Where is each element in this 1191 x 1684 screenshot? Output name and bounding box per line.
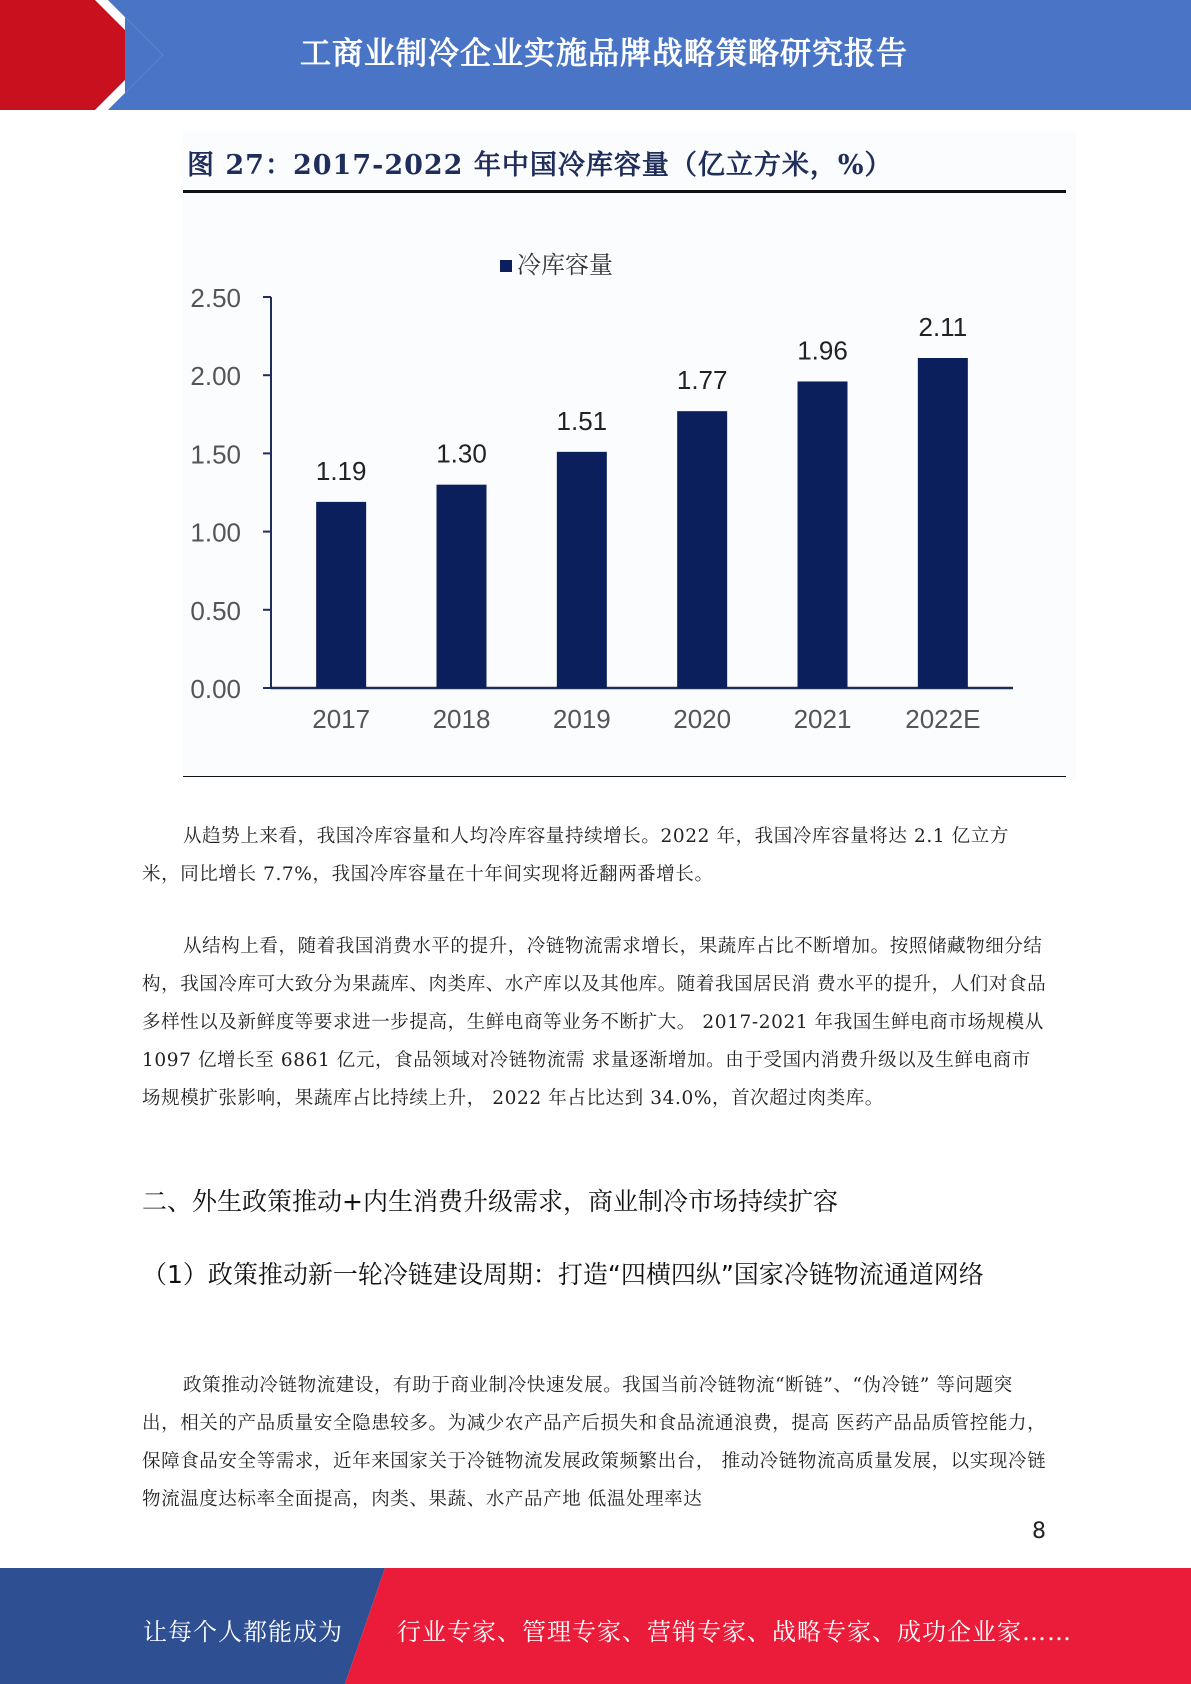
paragraph-structure: 从结构上看，随着我国消费水平的提升，冷链物流需求增长，果蔬库占比不断增加。按照储藏物细分结构，我国冷库可大致分为果蔬库、肉类库、水产库以及其他库。随着我国居民消 费水平的提升，人们对食品多样性以及新鲜度等要求进一步提高，生鲜电商等业务不断扩大。 2017-2021 年我国生鲜电商市场规模从 1097 亿增长至 6861 亿元，食品领域对冷链物流需 求量逐渐增加。由于受国内消费升级以及生鲜电商市场规模扩张影响，果蔬库占比持续上升， 2022 年占比达到 34.0%，首次超过肉类库。 — [142, 936, 1047, 1109]
x-tick-label: 2020 — [673, 704, 732, 734]
x-tick-label: 2019 — [552, 704, 611, 734]
y-tick-label: 1.00 — [190, 517, 241, 548]
y-tick-label: 2.50 — [190, 283, 241, 313]
data-label: 1.19 — [315, 455, 367, 486]
legend-swatch — [500, 260, 512, 272]
figure-title: 图 27：2017-2022 年中国冷库容量（亿立方米，%） — [187, 150, 893, 181]
report-title: 工商业制冷企业实施品牌战略策略研究报告 — [300, 36, 908, 72]
x-tick-label: 2022E — [905, 704, 981, 734]
y-tick-label: 1.50 — [190, 439, 241, 470]
figure-27 — [183, 130, 1076, 780]
data-label: 2.11 — [918, 311, 968, 342]
legend-label: 冷库容量 — [517, 251, 613, 279]
bar — [918, 358, 968, 688]
header-banner — [0, 0, 1191, 110]
data-label: 1.51 — [556, 405, 608, 436]
y-tick-label: 0.50 — [190, 595, 241, 626]
data-label: 1.77 — [676, 365, 728, 396]
bar — [437, 485, 487, 688]
figure-bottom-rule — [183, 776, 1066, 777]
x-tick-label: 2018 — [432, 704, 491, 734]
x-tick-label: 2017 — [312, 704, 371, 734]
subsection-heading-1: （1）政策推动新一轮冷链建设周期：打造“四横四纵”国家冷链物流通道网络 — [142, 1260, 984, 1289]
footer-slogan-right: 行业专家、管理专家、营销专家、战略专家、成功企业家…… — [397, 1618, 1072, 1646]
bar — [677, 411, 727, 688]
y-tick-label: 2.00 — [190, 361, 241, 392]
bar — [316, 502, 366, 688]
section-heading-2: 二、外生政策推动+内生消费升级需求，商业制冷市场持续扩容 — [142, 1187, 838, 1216]
footer-slogan-left: 让每个人都能成为 — [143, 1618, 343, 1646]
x-tick-label: 2021 — [793, 704, 852, 734]
paragraph-trend: 从趋势上来看，我国冷库容量和人均冷库容量持续增长。2022 年，我国冷库容量将达 2.1 亿立方米，同比增长 7.7%，我国冷库容量在十年间实现将近翻两番增长。 — [142, 826, 1009, 885]
bar-chart — [183, 193, 1066, 773]
y-tick-label: 0.00 — [190, 674, 241, 704]
paragraph-policy: 政策推动冷链物流建设，有助于商业制冷快速发展。我国当前冷链物流“断链”、“伪冷链” 等问题突出，相关的产品质量安全隐患较多。为减少农产品产后损失和食品流通浪费，提高 医药产品品质管控能力，保障食品安全等需求，近年来国家关于冷链物流发展政策频繁出台， 推动冷链物流高质量发展，以实现冷链物流温度达标率全面提高，肉类、果蔬、水产品产地 低温处理率达 — [142, 1375, 1047, 1510]
bar — [557, 452, 607, 688]
bar — [798, 381, 848, 688]
data-label: 1.30 — [436, 438, 487, 469]
footer-banner — [0, 1568, 1191, 1684]
data-label: 1.96 — [797, 335, 848, 366]
page-number: 8 — [1032, 1519, 1046, 1544]
